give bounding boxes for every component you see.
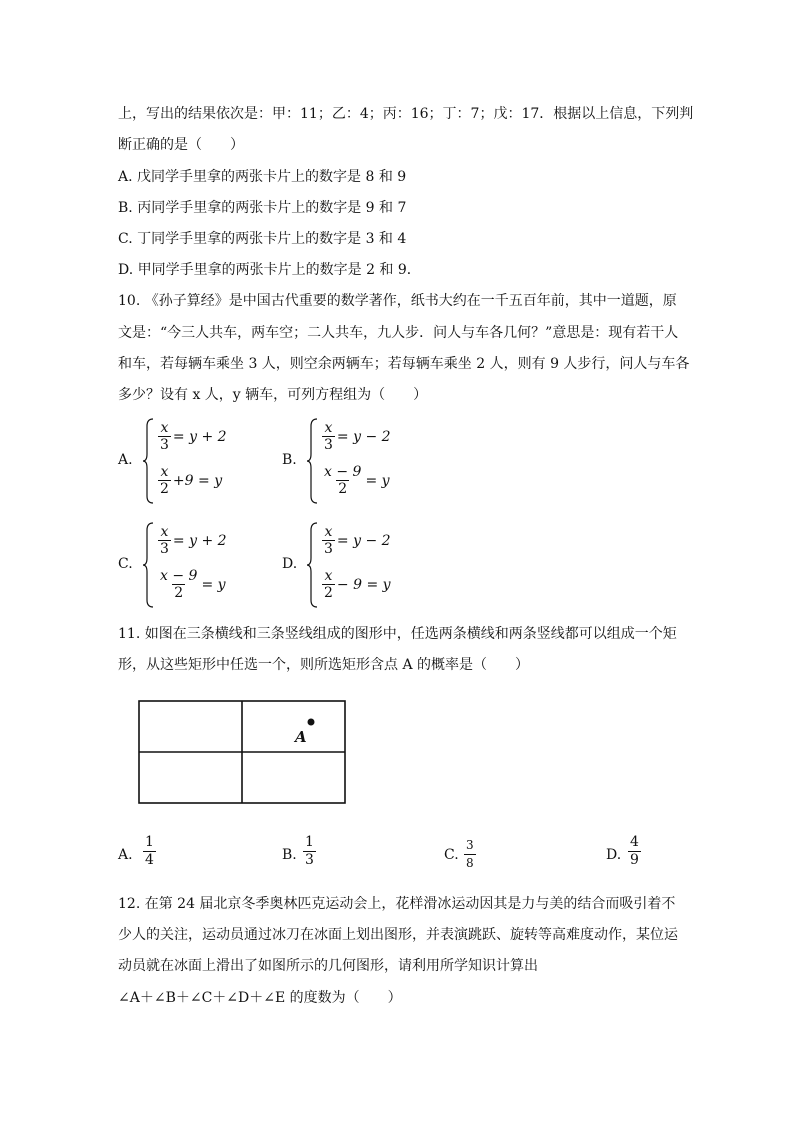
brace-icon: [142, 418, 154, 504]
equation-rest: = y: [365, 472, 390, 489]
q11-option-c-value: $\frac{3}{8}$: [466, 838, 474, 870]
q10-text-line-3: 和车，若每辆车乘坐 3 人，则空余两辆车；若每辆车乘坐 2 人，则有 9 人步行，问人与车各: [118, 356, 690, 372]
q11-option-a-label: A.: [118, 847, 133, 863]
q10-option-c-system: $\frac{x}{3}$ = y + 2 $\frac{x - 9}{2}$ = y: [142, 522, 262, 608]
q9-option-d: D. 甲同学手里拿的两张卡片上的数字是 2 和 9．: [118, 262, 421, 278]
equation-rest: = y − 2: [336, 428, 391, 445]
brace-icon: [306, 522, 318, 608]
q12-text-line-4: ∠A＋∠B＋∠C＋∠D＋∠E 的度数为（ ）: [118, 990, 402, 1006]
q10-text-line-4: 多少？设有 x 人，y 辆车，可列方程组为（ ）: [118, 387, 428, 403]
q11-option-d-label: D.: [606, 847, 622, 863]
equation-rest: = y − 2: [336, 532, 391, 549]
q11-option-d-value: $\frac{4}{9}$: [630, 834, 639, 868]
q10-option-c-label: C.: [118, 556, 133, 572]
q11-option-c-label: C.: [444, 847, 459, 863]
q11-option-b-value: $\frac{1}{3}$: [305, 834, 314, 868]
q10-option-a-label: A.: [118, 452, 133, 468]
q9-text-line-1: 上，写出的结果依次是：甲：11；乙：4；丙：16；丁：7；戊：17．根据以上信息，下列判: [118, 106, 694, 122]
q10-option-b-system: $\frac{x}{3}$ = y − 2 $\frac{x - 9}{2}$ = y: [306, 418, 426, 504]
equation-rest: − 9 = y: [336, 576, 391, 593]
equation-rest: +9 = y: [172, 472, 223, 489]
q11-text-line-1: 11. 如图在三条横线和三条竖线组成的图形中，任选两条横线和两条竖线都可以组成一个矩: [118, 626, 677, 642]
point-a-label: A: [295, 728, 307, 746]
q10-option-a-system: $\frac{x}{3}$ = y + 2 $\frac{x}{2}$ +9 = y: [142, 418, 262, 504]
q12-text-line-3: 动员就在冰面上滑出了如图所示的几何图形，请利用所学知识计算出: [118, 958, 538, 974]
q10-option-d-label: D.: [282, 556, 298, 572]
q11-text-line-2: 形，从这些矩形中任选一个，则所选矩形含点 A 的概率是（ ）: [118, 657, 530, 673]
q10-option-b-label: B.: [282, 452, 297, 468]
q10-option-d-system: $\frac{x}{3}$ = y − 2 $\frac{x}{2}$ − 9 = y: [306, 522, 426, 608]
q11-option-a-value: $\frac{1}{4}$: [145, 834, 154, 868]
q11-grid-figure: [138, 700, 350, 806]
q9-option-c: C. 丁同学手里拿的两张卡片上的数字是 3 和 4: [118, 231, 407, 247]
equation-rest: = y: [201, 576, 226, 593]
brace-icon: [142, 522, 154, 608]
equation-rest: = y + 2: [172, 532, 227, 549]
brace-icon: [306, 418, 318, 504]
q9-option-b: B. 丙同学手里拿的两张卡片上的数字是 9 和 7: [118, 200, 407, 216]
q9-text-line-2: 断正确的是（ ）: [118, 137, 244, 153]
point-a-dot: [308, 719, 315, 726]
q9-option-a: A. 戊同学手里拿的两张卡片上的数字是 8 和 9: [118, 169, 407, 185]
q12-text-line-1: 12. 在第 24 届北京冬季奥林匹克运动会上，花样滑冰运动因其是力与美的结合而吸引着不: [118, 896, 676, 912]
q11-option-b-label: B.: [282, 847, 297, 863]
q10-text-line-1: 10. 《孙子算经》是中国古代重要的数学著作，纸书大约在一千五百年前，其中一道题，原: [118, 293, 677, 309]
q12-text-line-2: 少人的关注，运动员通过冰刀在冰面上划出图形，并表演跳跃、旋转等高难度动作，某位运: [118, 927, 678, 943]
q10-text-line-2: 文是：“今三人共车，两车空；二人共车，九人步．问人与车各几何？”意思是：现有若干人: [118, 325, 679, 341]
equation-rest: = y + 2: [172, 428, 227, 445]
